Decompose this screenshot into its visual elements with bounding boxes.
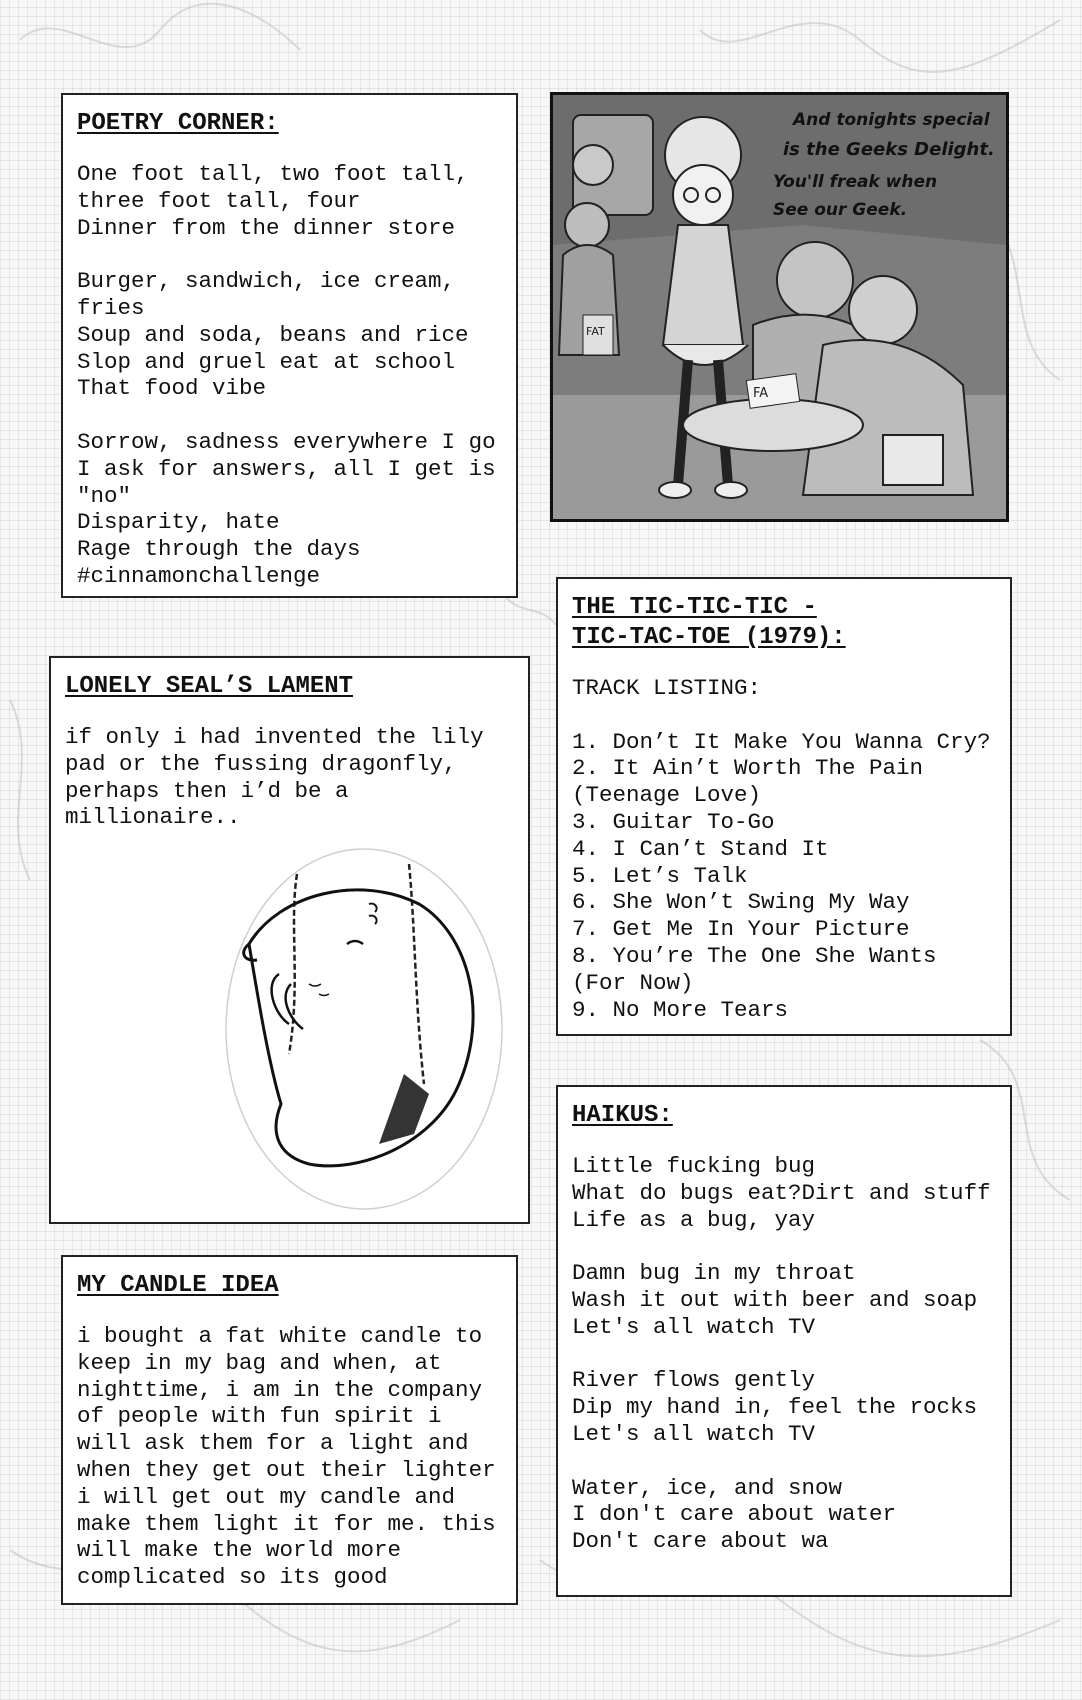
track-line-8: 7. Get Me In Your Picture: [572, 916, 910, 943]
haiku-line-7: Let's all watch TV: [572, 1313, 816, 1340]
lonely-seal-title: LONELY SEAL’S LAMENT: [65, 673, 354, 700]
poetry-line-7: Soup and soda, beans and rice: [77, 321, 469, 348]
haiku-line-5: Damn bug in my throat: [572, 1260, 856, 1287]
seal-line-1: if only i had invented the lily: [65, 724, 484, 750]
candle-line-10: complicated so its good: [77, 1564, 388, 1591]
album-title-line-1: THE TIC-TIC-TIC -: [572, 594, 817, 621]
poetry-line-10: [77, 402, 502, 429]
poetry-line-2: three foot tall, four: [77, 187, 361, 214]
candle-line-5: will ask them for a light and: [77, 1430, 469, 1457]
track-line-11: 9. No More Tears: [572, 996, 789, 1023]
candle-line-6: when they get out their lighter: [77, 1456, 496, 1483]
comic-speech-line-3: You'll freak when: [773, 172, 938, 192]
track-line-9: 8. You’re The One She Wants: [572, 942, 937, 969]
poetry-line-1: One foot tall, two foot tall,: [77, 161, 469, 187]
poetry-lines: [77, 161, 502, 590]
haikus-title: HAIKUS:: [572, 1102, 673, 1129]
candle-idea-panel: [61, 1255, 518, 1605]
candle-line-8: make them light it for me. this: [77, 1510, 496, 1537]
poetry-line-12: I ask for answers, all I get is: [77, 455, 496, 482]
poetry-line-3: Dinner from the dinner store: [77, 214, 456, 241]
seal-line-3: perhaps then i’d be a: [65, 777, 349, 804]
comic-speech-line-4: See our Geek.: [773, 200, 908, 220]
haiku-line-4: [572, 1233, 996, 1260]
haiku-line-6: Wash it out with beer and soap: [572, 1286, 978, 1313]
comic-paper-text: FA: [753, 386, 769, 401]
poetry-line-5: Burger, sandwich, ice cream,: [77, 268, 456, 295]
haiku-line-2: What do bugs eat?Dirt and stuff: [572, 1179, 991, 1206]
haiku-line-8: [572, 1341, 996, 1368]
track-lines: [572, 729, 996, 1024]
comic-panel: [550, 92, 1009, 522]
haiku-line-12: [572, 1448, 996, 1475]
haikus-panel: [556, 1085, 1012, 1597]
candle-lines: [77, 1323, 502, 1591]
track-line-4: 3. Guitar To-Go: [572, 808, 775, 835]
seal-line-2: pad or the fussing dragonfly,: [65, 750, 457, 777]
poetry-line-16: #cinnamonchallenge: [77, 562, 321, 589]
track-line-5: 4. I Can’t Stand It: [572, 835, 829, 862]
candle-idea-title: MY CANDLE IDEA: [77, 1272, 279, 1299]
track-line-2: 2. It Ain’t Worth The Pain: [572, 755, 924, 782]
poetry-line-8: Slop and gruel eat at school: [77, 348, 456, 375]
candle-line-4: of people with fun spirit i: [77, 1403, 442, 1430]
haiku-line-14: I don't care about water: [572, 1501, 897, 1528]
comic-illustration: [553, 95, 1006, 519]
track-line-3: (Teenage Love): [572, 782, 762, 809]
haiku-line-15: Don't care about wa: [572, 1528, 829, 1555]
poetry-line-6: fries: [77, 294, 145, 321]
candle-line-2: keep in my bag and when, at: [77, 1349, 442, 1376]
poetry-line-11: Sorrow, sadness everywhere I go: [77, 428, 496, 455]
track-line-7: 6. She Won’t Swing My Way: [572, 889, 910, 916]
poetry-corner-panel: [61, 93, 518, 598]
poetry-line-14: Disparity, hate: [77, 509, 280, 536]
track-line-1: 1. Don’t It Make You Wanna Cry?: [572, 728, 991, 755]
haiku-line-9: River flows gently: [572, 1367, 816, 1394]
album-title-line-2: TIC-TAC-TOE (1979):: [572, 624, 846, 651]
track-line-10: (For Now): [572, 969, 694, 996]
candle-line-9: will make the world more: [77, 1537, 402, 1564]
comic-sign-text: FAT: [586, 325, 605, 338]
haiku-line-13: Water, ice, and snow: [572, 1474, 843, 1501]
candle-line-7: i will get out my candle and: [77, 1483, 456, 1510]
track-line-6: 5. Let’s Talk: [572, 862, 748, 889]
comic-speech-line-1: And tonights special: [793, 110, 990, 130]
track-listing-block: [572, 675, 996, 1023]
comic-speech-line-2: is the Geeks Delight.: [783, 139, 995, 160]
candle-line-3: nighttime, i am in the company: [77, 1376, 483, 1403]
poetry-line-9: That food vibe: [77, 375, 267, 402]
track-listing-label: TRACK LISTING:: [572, 675, 762, 701]
seal-swing-drawing: [219, 834, 509, 1214]
lonely-seal-panel: [49, 656, 530, 1224]
haiku-lines: [572, 1153, 996, 1555]
poetry-corner-title: POETRY CORNER:: [77, 110, 279, 137]
haiku-line-10: Dip my hand in, feel the rocks: [572, 1394, 978, 1421]
seal-lines: [65, 724, 514, 831]
track-listing-panel: [556, 577, 1012, 1036]
poetry-line-13: "no": [77, 482, 132, 509]
poetry-line-15: Rage through the days: [77, 536, 361, 563]
haiku-line-1: Little fucking bug: [572, 1153, 816, 1179]
poetry-line-4: [77, 241, 502, 268]
haiku-line-11: Let's all watch TV: [572, 1420, 816, 1447]
seal-line-4: millionaire..: [65, 804, 241, 831]
haiku-line-3: Life as a bug, yay: [572, 1206, 816, 1233]
candle-line-1: i bought a fat white candle to: [77, 1323, 483, 1349]
